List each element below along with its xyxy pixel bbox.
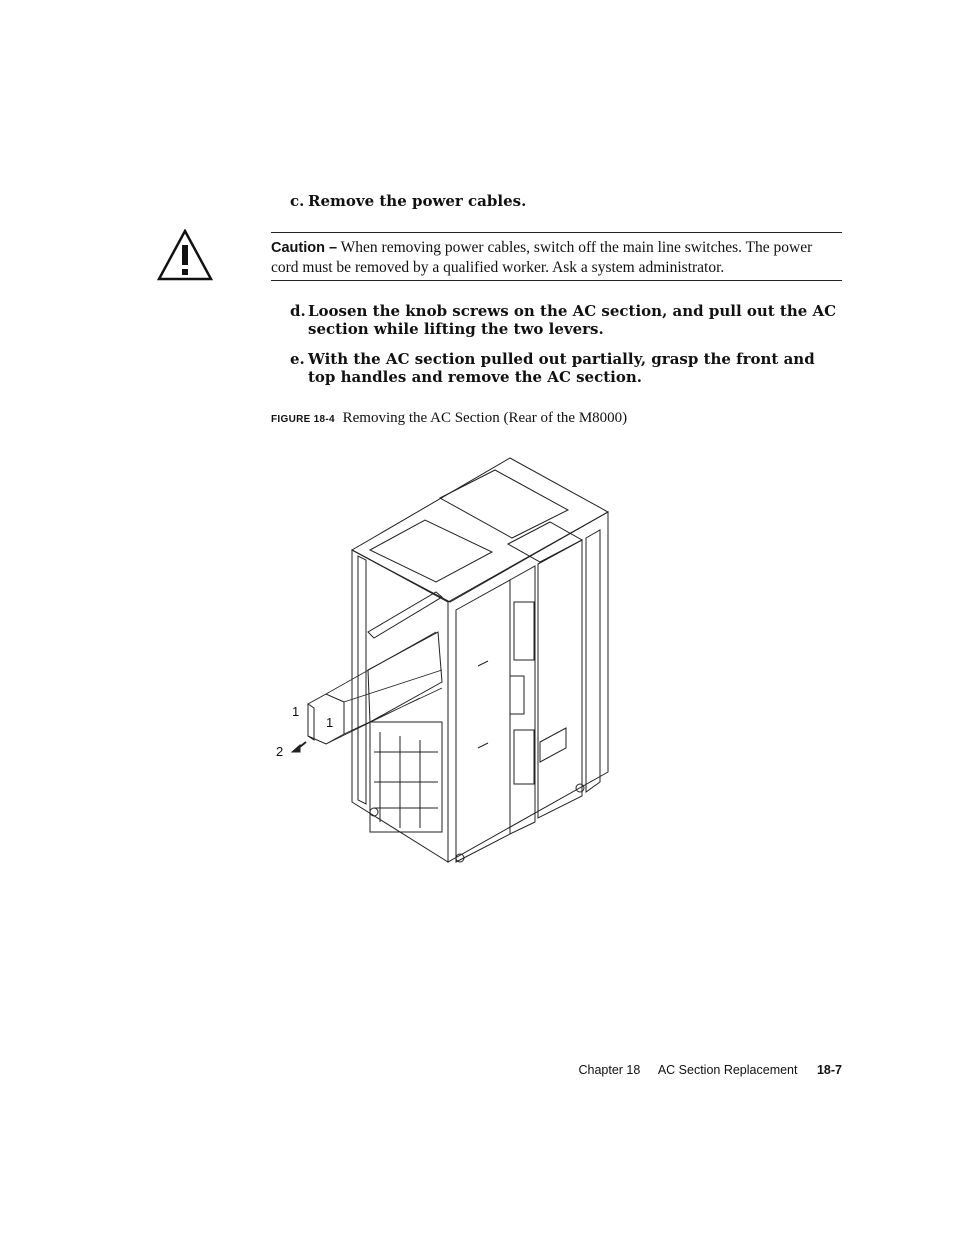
step-c — [290, 192, 843, 210]
warning-triangle-icon — [157, 229, 213, 281]
step-d — [290, 302, 843, 338]
footer-chapter: Chapter 18 — [578, 1063, 641, 1077]
caution-top-rule — [271, 232, 842, 233]
step-text: With the AC section pulled out partially, grasp the front and top handles and remove the AC section. — [308, 350, 815, 386]
step-letter: e. — [290, 350, 305, 368]
caution-note — [271, 238, 841, 277]
caution-body: When removing power cables, switch off the main line switches. The power cord must be removed by a qualified worker. Ask a system administrator. — [271, 239, 813, 276]
callout-1: 1 — [292, 704, 300, 719]
figure-caption — [271, 410, 627, 427]
callout-2: 2 — [276, 744, 284, 759]
callout-1: 1 — [326, 715, 334, 730]
cabinet-illustration — [270, 452, 620, 872]
page-footer — [578, 1063, 842, 1077]
figure-title: Removing the AC Section (Rear of the M8000) — [342, 410, 628, 426]
caution-bottom-rule — [271, 280, 842, 281]
cabinet-top — [352, 458, 608, 602]
step-text: Remove the power cables. — [308, 192, 527, 210]
page-number: 18-7 — [816, 1063, 842, 1077]
cabinet-front — [448, 512, 608, 862]
footer-title: AC Section Replacement — [657, 1063, 798, 1077]
caution-label: Caution – — [271, 240, 338, 256]
step-e — [290, 350, 843, 386]
step-text: Loosen the knob screws on the AC section, and pull out the AC section while lifting the two levers. — [308, 302, 837, 338]
step-letter: d. — [290, 302, 306, 320]
step-letter: c. — [290, 192, 305, 210]
figure-label: FIGURE 18-4 — [271, 414, 335, 425]
